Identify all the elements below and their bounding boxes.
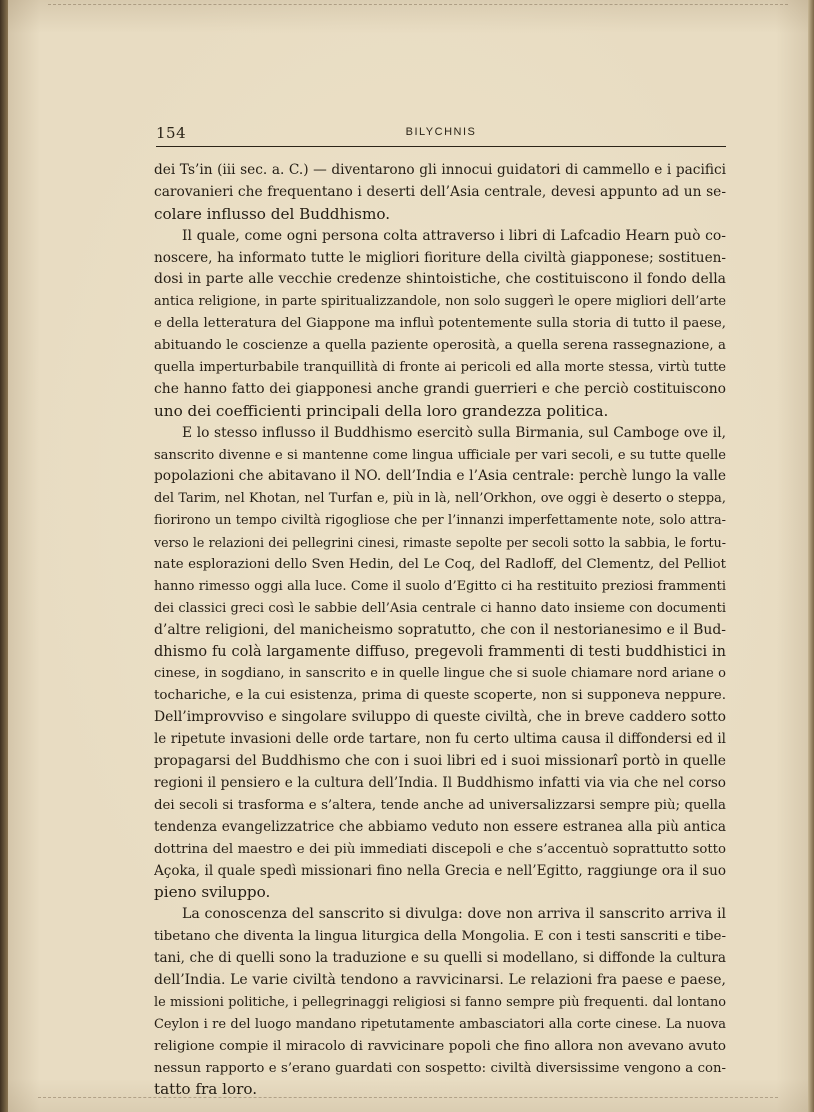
text-line: del Tarim, nel Khotan, nel Turfan e, più in là, nell’Orkhon, ove oggi è deserto o steppa, (154, 491, 726, 507)
text-line: tani, che di quelli sono la traduzione e su quelli si modellano, si diffonde la cultura (154, 950, 726, 967)
page-number: 154 (156, 124, 187, 142)
body-text (154, 160, 726, 1101)
text-line: La conoscenza del sanscrito si divulga: dove non arriva il sanscrito arriva il (182, 906, 726, 923)
text-line: verso le relazioni dei pellegrini cinesi, rimaste sepolte per secoli sotto la sabbia, le fortu- (154, 535, 726, 551)
text-line: Dell’improvviso e singolare sviluppo di queste civiltà, che in breve caddero sotto (154, 709, 726, 726)
book-page (8, 0, 808, 1112)
text-line: E lo stesso influsso il Buddhismo esercitò sulla Birmania, sul Camboge ove il, (182, 424, 726, 441)
text-line: pieno sviluppo. (154, 883, 271, 902)
text-line: abituando le coscienze a quella paziente operosità, a quella serena rassegnazione, a (154, 338, 726, 354)
page-right-edge (808, 0, 814, 1112)
text-line: Açoka, il quale spedì missionari fino nella Grecia e nell’Egitto, raggiunge ora il suo (154, 862, 726, 879)
text-line: dottrina del maestro e dei più immediati discepoli e che s’accentuò soprattutto sotto (154, 841, 726, 857)
text-line: fiorirono un tempo civiltà rigogliose che per l’innanzi imperfettamente note, solo attra- (154, 513, 726, 529)
text-line: le missioni politiche, i pellegrinaggi religiosi si fanno sempre più frequenti. dal lontano (154, 994, 726, 1010)
top-edge-wear (48, 4, 788, 11)
text-line: dei Ts’in (iii sec. a. C.) — diventarono gli innocui guidatori di cammello e i pacifici (154, 162, 726, 178)
text-line: che hanno fatto dei giapponesi anche grandi guerrieri e che perciò costituiscono (154, 380, 726, 397)
bottom-edge-wear (38, 1097, 778, 1102)
text-line: sanscrito divenne e si mantenne come lingua ufficiale per vari secoli, e su tutte quelle (154, 447, 726, 463)
text-line: religione compie il miracolo di ravvicinare popoli che fino allora non avevano avuto (154, 1038, 726, 1054)
text-line: cinese, in sogdiano, in sanscrito e in quelle lingue che si suole chiamare nord ariane o (154, 666, 726, 682)
text-line: dosi in parte alle vecchie credenze shintoistiche, che costituiscono il fondo della (154, 271, 726, 288)
text-line: le ripetute invasioni delle orde tartare, non fu certo ultima causa il diffondersi ed il (154, 731, 726, 748)
text-line: quella imperturbabile tranquillità di fronte ai pericoli ed alla morte stessa, virtù tutte (154, 360, 726, 376)
text-line: e della letteratura del Giappone ma influì potentemente sulla storia di tutto il paese, (154, 316, 726, 332)
page-spine-shadow (0, 0, 8, 1112)
text-line: antica religione, in parte spiritualizzandole, non solo suggerì le opere migliori dell’arte (154, 294, 726, 310)
running-head (156, 124, 726, 147)
journal-title: BILYCHNIS (405, 126, 477, 138)
text-line: dei secoli si trasforma e s’altera, tende anche ad universalizzarsi sempre più; quella (154, 797, 726, 813)
text-line: hanno rimesso oggi alla luce. Come il suolo d’Egitto ci ha restituito preziosi frammenti (154, 578, 726, 594)
text-line: tatto fra loro. (154, 1080, 258, 1099)
text-line: propagarsi del Buddhismo che con i suoi libri ed i suoi missionarî portò in quelle (154, 753, 726, 770)
text-line: nate esplorazioni dello Sven Hedin, del Le Coq, del Radloff, del Clementz, del Pelliot (154, 557, 726, 573)
text-line: uno dei coefficienti principali della loro grandezza politica. (154, 401, 609, 420)
text-line: nessun rapporto e s’erano guardati con sospetto: civiltà diversissime vengono a con- (154, 1060, 726, 1076)
text-line: dhismo fu colà largamente diffuso, pregevoli frammenti di testi buddhistici in (154, 643, 726, 660)
text-line: carovanieri che frequentano i deserti dell’Asia centrale, devesi appunto ad un se- (154, 183, 726, 200)
text-line: regioni il pensiero e la cultura dell’India. Il Buddhismo infatti via via che nel corso (154, 774, 726, 791)
text-line: tibetano che diventa la lingua liturgica della Mongolia. E con i testi sanscriti e tibe- (154, 929, 726, 945)
text-line: dell’India. Le varie civiltà tendono a ravvicinarsi. Le relazioni fra paese e paese, (154, 971, 726, 988)
text-line: Il quale, come ogni persona colta attraverso i libri di Lafcadio Hearn può co- (182, 227, 726, 244)
text-line: noscere, ha informato tutte le migliori fioriture della civiltà giapponese; sostituen- (154, 249, 726, 266)
text-line: popolazioni che abitavano il NO. dell’India e l’Asia centrale: perchè lungo la valle (154, 468, 726, 485)
text-line: tendenza evangelizzatrice che abbiamo veduto non essere estranea alla più antica (154, 818, 726, 835)
text-line: d’altre religioni, del manicheismo sopratutto, che con il nestorianesimo e il Bud- (154, 621, 726, 638)
text-line: dei classici greci così le sabbie dell’Asia centrale ci hanno dato insieme con documenti (154, 600, 726, 616)
text-line: Ceylon i re del luogo mandano ripetutamente ambasciatori alla corte cinese. La nuova (154, 1016, 726, 1032)
text-line: tochariche, e la cui esistenza, prima di queste scoperte, non si supponeva neppure. (154, 688, 726, 704)
text-line: colare influsso del Buddhismo. (154, 204, 391, 223)
